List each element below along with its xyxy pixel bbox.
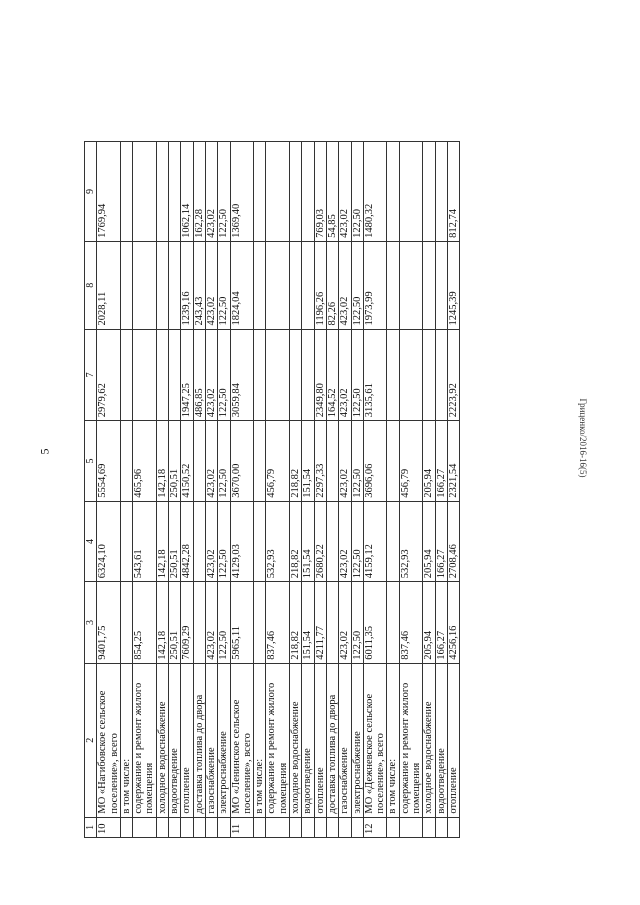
value-cell: [399, 241, 423, 329]
value-cell: 166,27: [435, 582, 447, 664]
table-row: [314, 142, 326, 838]
row-label-cell: электроснабжение: [218, 663, 230, 817]
value-cell: [193, 582, 205, 664]
value-cell: 3696,06: [363, 421, 387, 502]
value-cell: [266, 329, 290, 421]
value-cell: 122,50: [351, 241, 363, 329]
row-label-cell: отопление: [447, 663, 459, 817]
value-cell: 164,52: [326, 329, 338, 421]
row-label-cell: содержание и ремонт жилого помещения: [266, 663, 290, 817]
table-row: [169, 142, 181, 838]
row-number-cell: [218, 817, 230, 837]
row-label-cell: холодное водоснабжение: [156, 663, 168, 817]
header-cell: 4: [85, 501, 97, 582]
rotated-table-container: [84, 141, 460, 838]
table-row: [363, 142, 387, 838]
value-cell: 423,02: [339, 241, 351, 329]
header-cell: 5: [85, 421, 97, 502]
value-cell: 1947,25: [181, 329, 193, 421]
value-cell: 532,93: [266, 501, 290, 582]
value-cell: 166,27: [435, 501, 447, 582]
row-label-cell: водоотведение: [302, 663, 314, 817]
row-label-cell: отопление: [314, 663, 326, 817]
value-cell: [387, 329, 399, 421]
row-label-cell: МО «Ленинское сельское поселение», всего: [230, 663, 254, 817]
value-cell: 812,74: [447, 142, 459, 242]
value-cell: 423,02: [205, 582, 217, 664]
value-cell: 423,02: [339, 421, 351, 502]
value-cell: [326, 501, 338, 582]
header-cell: 2: [85, 663, 97, 817]
value-cell: 456,79: [266, 421, 290, 502]
value-cell: [133, 329, 157, 421]
table-row: [387, 142, 399, 838]
row-number-cell: [423, 817, 435, 837]
value-cell: [387, 501, 399, 582]
row-number-cell: [435, 817, 447, 837]
value-cell: 2297,33: [314, 421, 326, 502]
value-cell: [290, 241, 302, 329]
row-label-cell: в том числе:: [254, 663, 266, 817]
header-cell: 7: [85, 329, 97, 421]
row-number-cell: [339, 817, 351, 837]
row-label-cell: в том числе:: [387, 663, 399, 817]
table-row: [218, 142, 230, 838]
row-number-cell: 10: [97, 817, 121, 837]
row-label-cell: газоснабжение: [205, 663, 217, 817]
table-row: [423, 142, 435, 838]
table-row: [351, 142, 363, 838]
value-cell: 250,51: [169, 582, 181, 664]
value-cell: 122,50: [218, 501, 230, 582]
value-cell: 1769,94: [97, 142, 121, 242]
value-cell: 54,85: [326, 142, 338, 242]
value-cell: 250,51: [169, 501, 181, 582]
value-cell: [120, 241, 132, 329]
table-row: [302, 142, 314, 838]
value-cell: [399, 329, 423, 421]
value-cell: 122,50: [218, 329, 230, 421]
page-number: 5: [37, 448, 52, 455]
value-cell: 205,94: [423, 421, 435, 502]
value-cell: 9401,75: [97, 582, 121, 664]
value-cell: [423, 329, 435, 421]
row-number-cell: [290, 817, 302, 837]
value-cell: 3670,00: [230, 421, 254, 502]
row-label-cell: водоотведение: [169, 663, 181, 817]
value-cell: [133, 142, 157, 242]
value-cell: 837,46: [266, 582, 290, 664]
value-cell: 1239,16: [181, 241, 193, 329]
row-label-cell: МО «Дежневское сельское поселение», всего: [363, 663, 387, 817]
header-cell: 1: [85, 817, 97, 837]
value-cell: [193, 501, 205, 582]
value-cell: [120, 142, 132, 242]
value-cell: 218,82: [290, 501, 302, 582]
value-cell: [169, 142, 181, 242]
row-number-cell: [302, 817, 314, 837]
value-cell: [156, 142, 168, 242]
table-row: [266, 142, 290, 838]
value-cell: [169, 241, 181, 329]
value-cell: 122,50: [218, 142, 230, 242]
table-row: [290, 142, 302, 838]
row-number-cell: [205, 817, 217, 837]
table-row: [399, 142, 423, 838]
value-cell: 250,51: [169, 421, 181, 502]
value-cell: 151,54: [302, 582, 314, 664]
value-cell: [399, 142, 423, 242]
tariff-table: [84, 141, 460, 838]
table-row: [435, 142, 447, 838]
value-cell: 4211,77: [314, 582, 326, 664]
value-cell: 142,18: [156, 501, 168, 582]
value-cell: 6324,10: [97, 501, 121, 582]
value-cell: 2680,22: [314, 501, 326, 582]
value-cell: 2223,92: [447, 329, 459, 421]
table-row: [205, 142, 217, 838]
row-label-cell: доставка топлива до двора: [326, 663, 338, 817]
value-cell: 122,50: [351, 142, 363, 242]
value-cell: [120, 582, 132, 664]
value-cell: 142,18: [156, 421, 168, 502]
table-header-row: [85, 142, 97, 838]
value-cell: 423,02: [205, 501, 217, 582]
value-cell: 5965,11: [230, 582, 254, 664]
value-cell: [254, 501, 266, 582]
row-label-cell: газоснабжение: [339, 663, 351, 817]
value-cell: 423,02: [205, 329, 217, 421]
row-number-cell: 11: [230, 817, 254, 837]
value-cell: 423,02: [205, 241, 217, 329]
header-cell: 8: [85, 241, 97, 329]
value-cell: 7609,29: [181, 582, 193, 664]
value-cell: 1369,40: [230, 142, 254, 242]
table-row: [193, 142, 205, 838]
value-cell: 854,25: [133, 582, 157, 664]
value-cell: [254, 582, 266, 664]
value-cell: 486,85: [193, 329, 205, 421]
value-cell: [254, 329, 266, 421]
row-label-cell: холодное водоснабжение: [423, 663, 435, 817]
value-cell: [169, 329, 181, 421]
table-row: [181, 142, 193, 838]
value-cell: 4159,12: [363, 501, 387, 582]
value-cell: [120, 421, 132, 502]
value-cell: 142,18: [156, 582, 168, 664]
value-cell: [254, 241, 266, 329]
value-cell: [133, 241, 157, 329]
value-cell: 122,50: [218, 421, 230, 502]
value-cell: 218,82: [290, 582, 302, 664]
value-cell: 465,96: [133, 421, 157, 502]
value-cell: 4129,03: [230, 501, 254, 582]
value-cell: 1973,99: [363, 241, 387, 329]
row-number-cell: [120, 817, 132, 837]
value-cell: 1062,14: [181, 142, 193, 242]
row-number-cell: [156, 817, 168, 837]
row-number-cell: [314, 817, 326, 837]
value-cell: 1196,26: [314, 241, 326, 329]
value-cell: 122,50: [351, 329, 363, 421]
row-label-cell: содержание и ремонт жилого помещения: [399, 663, 423, 817]
value-cell: 769,03: [314, 142, 326, 242]
value-cell: 1245,39: [447, 241, 459, 329]
table-row: [97, 142, 121, 838]
value-cell: [302, 142, 314, 242]
row-label-cell: в том числе:: [120, 663, 132, 817]
row-number-cell: [133, 817, 157, 837]
header-cell: 9: [85, 142, 97, 242]
value-cell: 423,02: [339, 329, 351, 421]
value-cell: [387, 142, 399, 242]
value-cell: [387, 421, 399, 502]
value-cell: 205,94: [423, 501, 435, 582]
value-cell: 6011,35: [363, 582, 387, 664]
table-row: [133, 142, 157, 838]
value-cell: [302, 329, 314, 421]
value-cell: 3059,84: [230, 329, 254, 421]
value-cell: 1824,04: [230, 241, 254, 329]
value-cell: 423,02: [339, 501, 351, 582]
row-label-cell: электроснабжение: [351, 663, 363, 817]
value-cell: [302, 241, 314, 329]
value-cell: [156, 329, 168, 421]
value-cell: 2708,46: [447, 501, 459, 582]
value-cell: [254, 421, 266, 502]
value-cell: 82,26: [326, 241, 338, 329]
row-label-cell: МО «Нагибовское сельское поселение», всего: [97, 663, 121, 817]
value-cell: [290, 329, 302, 421]
value-cell: [266, 241, 290, 329]
table-row: [230, 142, 254, 838]
value-cell: 423,02: [205, 142, 217, 242]
value-cell: 4842,28: [181, 501, 193, 582]
value-cell: [435, 142, 447, 242]
value-cell: 151,54: [302, 501, 314, 582]
value-cell: [120, 329, 132, 421]
value-cell: 423,02: [339, 582, 351, 664]
value-cell: 3135,61: [363, 329, 387, 421]
value-cell: 423,02: [205, 421, 217, 502]
value-cell: 2979,62: [97, 329, 121, 421]
value-cell: 122,50: [351, 501, 363, 582]
value-cell: [193, 421, 205, 502]
row-number-cell: [447, 817, 459, 837]
table-row: [120, 142, 132, 838]
footer-code: Гриценко/2016-16(5): [578, 398, 588, 478]
row-number-cell: [387, 817, 399, 837]
value-cell: 122,50: [351, 421, 363, 502]
row-label-cell: отопление: [181, 663, 193, 817]
value-cell: 543,61: [133, 501, 157, 582]
value-cell: 205,94: [423, 582, 435, 664]
value-cell: [435, 241, 447, 329]
value-cell: [290, 142, 302, 242]
value-cell: 4256,16: [447, 582, 459, 664]
value-cell: 4150,52: [181, 421, 193, 502]
value-cell: 2028,11: [97, 241, 121, 329]
value-cell: [326, 582, 338, 664]
row-label-cell: водоотведение: [435, 663, 447, 817]
row-number-cell: [193, 817, 205, 837]
value-cell: [387, 241, 399, 329]
value-cell: 243,43: [193, 241, 205, 329]
value-cell: 162,28: [193, 142, 205, 242]
value-cell: 166,27: [435, 421, 447, 502]
value-cell: [423, 241, 435, 329]
value-cell: [326, 421, 338, 502]
table-row: [339, 142, 351, 838]
row-number-cell: [399, 817, 423, 837]
value-cell: 151,54: [302, 421, 314, 502]
row-number-cell: [181, 817, 193, 837]
row-label-cell: доставка топлива до двора: [193, 663, 205, 817]
value-cell: [254, 142, 266, 242]
value-cell: [120, 501, 132, 582]
value-cell: 122,50: [218, 582, 230, 664]
value-cell: 423,02: [339, 142, 351, 242]
value-cell: 218,82: [290, 421, 302, 502]
table-row: [447, 142, 459, 838]
value-cell: [435, 329, 447, 421]
table-row: [156, 142, 168, 838]
value-cell: [156, 241, 168, 329]
row-number-cell: [351, 817, 363, 837]
row-number-cell: [326, 817, 338, 837]
table-row: [254, 142, 266, 838]
value-cell: 456,79: [399, 421, 423, 502]
value-cell: 2349,80: [314, 329, 326, 421]
table-row: [326, 142, 338, 838]
value-cell: [266, 142, 290, 242]
row-number-cell: [254, 817, 266, 837]
value-cell: 5554,69: [97, 421, 121, 502]
value-cell: [387, 582, 399, 664]
value-cell: 122,50: [351, 582, 363, 664]
value-cell: 837,46: [399, 582, 423, 664]
value-cell: 122,50: [218, 241, 230, 329]
row-label-cell: содержание и ремонт жилого помещения: [133, 663, 157, 817]
value-cell: 2321,54: [447, 421, 459, 502]
table-body: [97, 142, 460, 838]
value-cell: 532,93: [399, 501, 423, 582]
row-label-cell: холодное водоснабжение: [290, 663, 302, 817]
row-number-cell: [266, 817, 290, 837]
value-cell: [423, 142, 435, 242]
row-number-cell: [169, 817, 181, 837]
header-cell: 3: [85, 582, 97, 664]
row-number-cell: 12: [363, 817, 387, 837]
value-cell: 1480,32: [363, 142, 387, 242]
